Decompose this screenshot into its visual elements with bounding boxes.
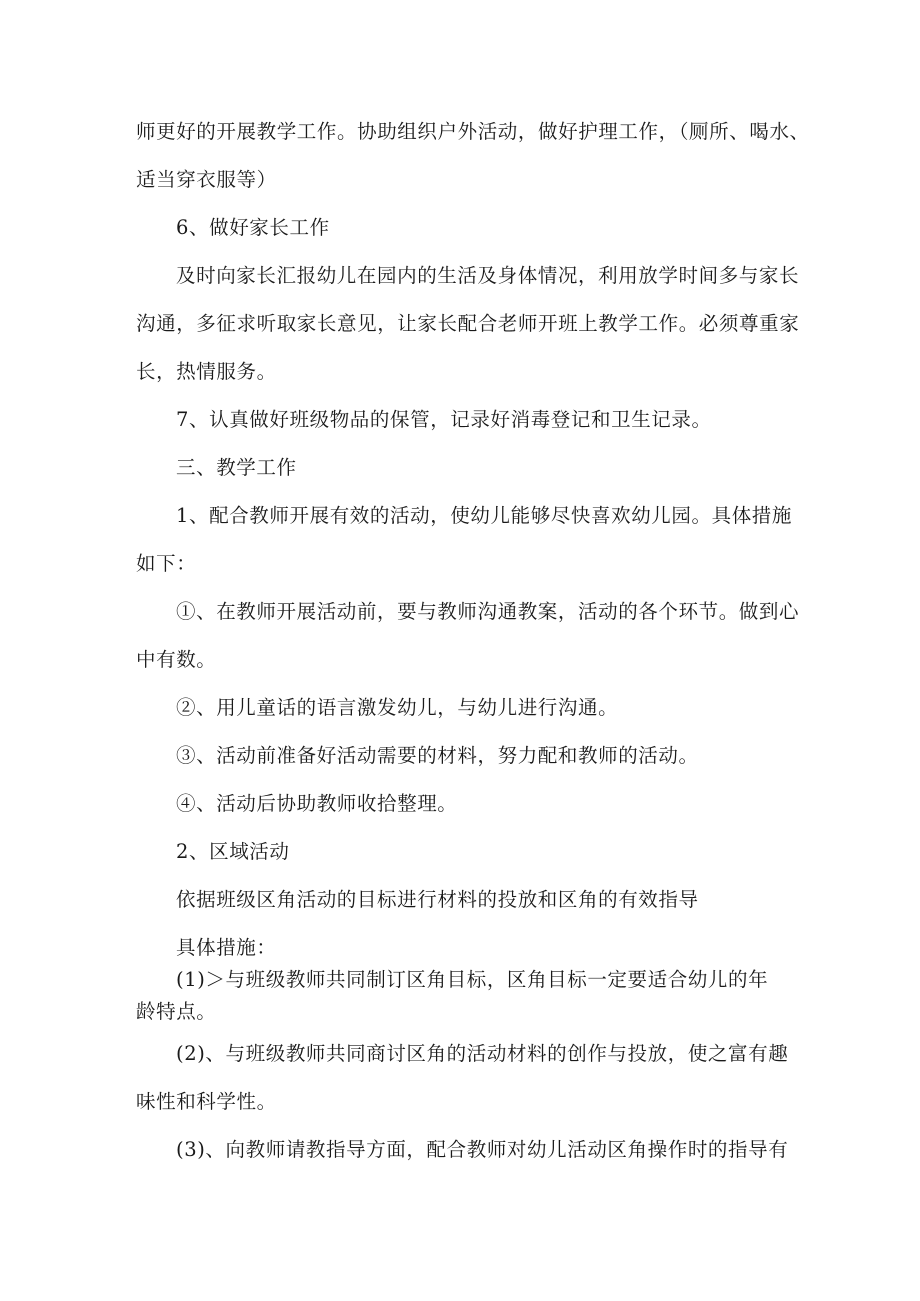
- paragraph-line: 沟通，多征求听取家长意见，让家长配合老师开班上教学工作。必须尊重家: [136, 312, 800, 335]
- list-item: ④、活动后协助教师收拾整理。: [176, 792, 458, 815]
- list-item: ①、在教师开展活动前，要与教师沟通教案，活动的各个环节。做到心: [176, 600, 800, 623]
- paragraph-line: 7、认真做好班级物品的保管，记录好消毒登记和卫生记录。: [176, 408, 712, 431]
- list-item: (2)、与班级教师共同商讨区角的活动材料的创作与投放，使之富有趣: [176, 1042, 789, 1065]
- list-item: 中有数。: [136, 648, 217, 671]
- list-item: ③、活动前准备好活动需要的材料，努力配和教师的活动。: [176, 744, 699, 767]
- paragraph-line: 1、配合教师开展有效的活动，使幼儿能够尽快喜欢幼儿园。具体措施: [176, 504, 793, 527]
- list-item: 龄特点。: [136, 1000, 217, 1023]
- paragraph-line: 具体措施：: [176, 936, 277, 959]
- list-item: ②、用儿童话的语言激发幼儿，与幼儿进行沟通。: [176, 696, 619, 719]
- paragraph-line: 及时向家长汇报幼儿在园内的生活及身体情况，利用放学时间多与家长: [176, 264, 800, 287]
- section-heading: 6、做好家长工作: [176, 216, 330, 239]
- list-item: (1)＞与班级教师共同制订区角目标，区角目标一定要适合幼儿的年: [176, 968, 769, 991]
- paragraph-line: 如下：: [136, 552, 197, 575]
- list-item: 味性和科学性。: [136, 1090, 277, 1113]
- paragraph-line: 依据班级区角活动的目标进行材料的投放和区角的有效指导: [176, 888, 699, 911]
- paragraph-line: 适当穿衣服等）: [136, 168, 277, 191]
- section-heading: 2、区域活动: [176, 840, 290, 863]
- list-item: (3)、向教师请教指导方面，配合教师对幼儿活动区角操作时的指导有: [176, 1138, 789, 1161]
- paragraph-line: 长，热情服务。: [136, 360, 277, 383]
- paragraph-line: 师更好的开展教学工作。协助组织户外活动，做好护理工作，（厕所、喝水、: [136, 120, 810, 143]
- section-heading: 三、教学工作: [176, 456, 297, 479]
